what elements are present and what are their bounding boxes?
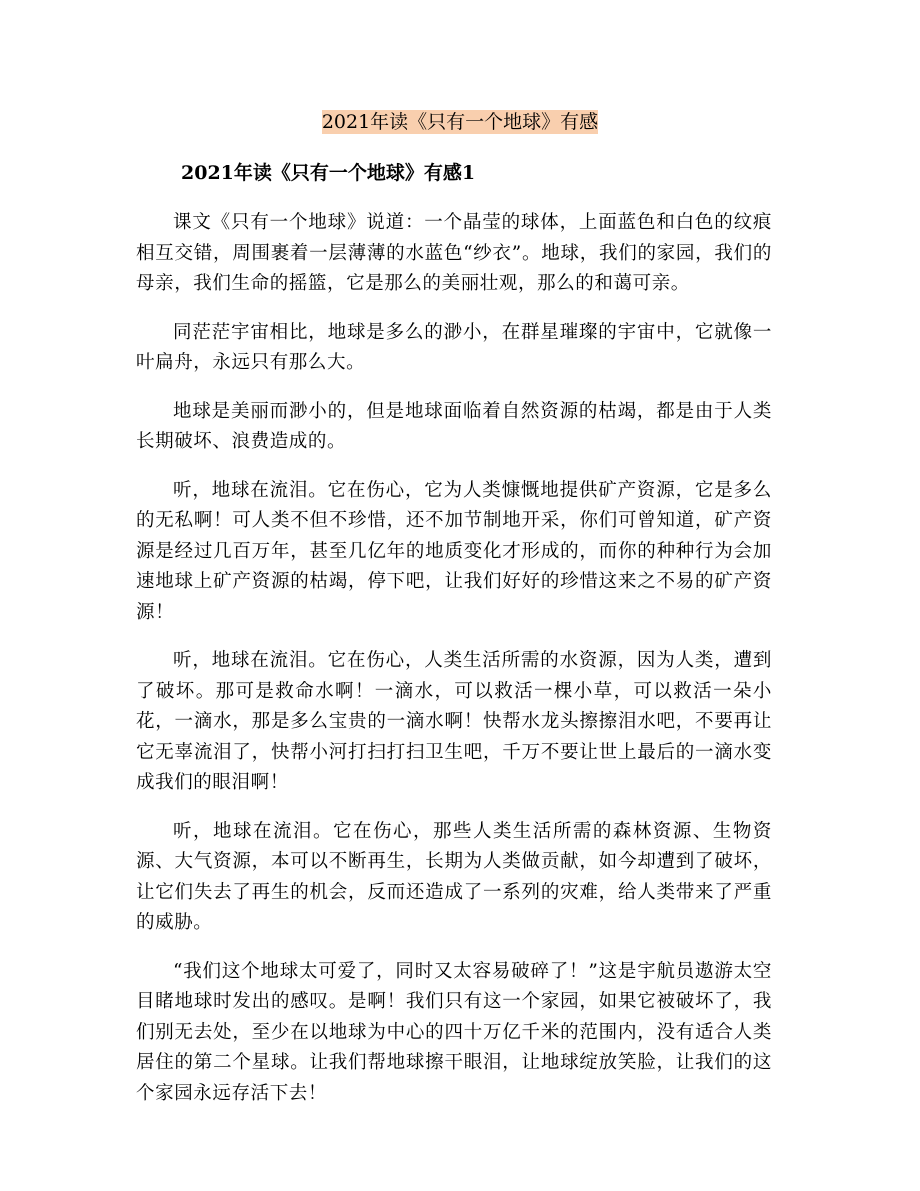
paragraph: 听，地球在流泪。它在伤心，人类生活所需的水资源，因为人类，遭到了破坏。那可是救命水啊！一滴水，可以救活一棵小草，可以救活一朵小花，一滴水，那是多么宝贵的一滴水啊！快帮水龙头擦擦泪水吧，不要再让它无辜流泪了，快帮小河打扫打扫卫生吧，千万不要让世上最后的一滴水变成我们的眼泪啊！ [136, 650, 772, 793]
document-title-text: 2021年读《只有一个地球》有感 [321, 111, 599, 133]
paragraph: 地球是美丽而渺小的，但是地球面临着自然资源的枯竭，都是由于人类长期破坏、浪费造成的。 [136, 400, 772, 452]
paragraph: “我们这个地球太可爱了，同时又太容易破碎了！”这是宇航员遨游太空目睹地球时发出的感叹。是啊！我们只有这一个家园，如果它被破坏了，我们别无去处，至少在以地球为中心的四十万亿千米的范围内，没有适合人类居住的第二个星球。让我们帮地球擦干眼泪，让地球绽放笑脸，让我们的这个家园永远存活下去！ [136, 960, 772, 1104]
paragraph: 课文《只有一个地球》说道：一个晶莹的球体，上面蓝色和白色的纹痕相互交错，周围裹着一层薄薄的水蓝色“纱衣”。地球，我们的家园，我们的母亲，我们生命的摇篮，它是那么的美丽壮观，那么的和蔼可亲。 [136, 212, 772, 294]
paragraph: 听，地球在流泪。它在伤心，它为人类慷慨地提供矿产资源，它是多么的无私啊！可人类不但不珍惜，还不加节制地开采，你们可曾知道，矿产资源是经过几百万年，甚至几亿年的地质变化才形成的，而你的种种行为会加速地球上矿产资源的枯竭，停下吧，让我们好好的珍惜这来之不易的矿产资源！ [136, 479, 772, 623]
document-body [136, 208, 772, 1127]
paragraph: 同茫茫宇宙相比，地球是多么的渺小，在群星璀璨的宇宙中，它就像一叶扁舟，永远只有那么大。 [136, 321, 772, 373]
paragraph: 听，地球在流泪。它在伤心，那些人类生活所需的森林资源、生物资源、大气资源，本可以不断再生，长期为人类做贡献，如今却遭到了破坏，让它们失去了再生的机会，反而还造成了一系列的灾难，给人类带来了严重的威胁。 [136, 820, 772, 933]
document-title [0, 107, 920, 137]
section-heading: 2021年读《只有一个地球》有感1 [181, 162, 476, 184]
